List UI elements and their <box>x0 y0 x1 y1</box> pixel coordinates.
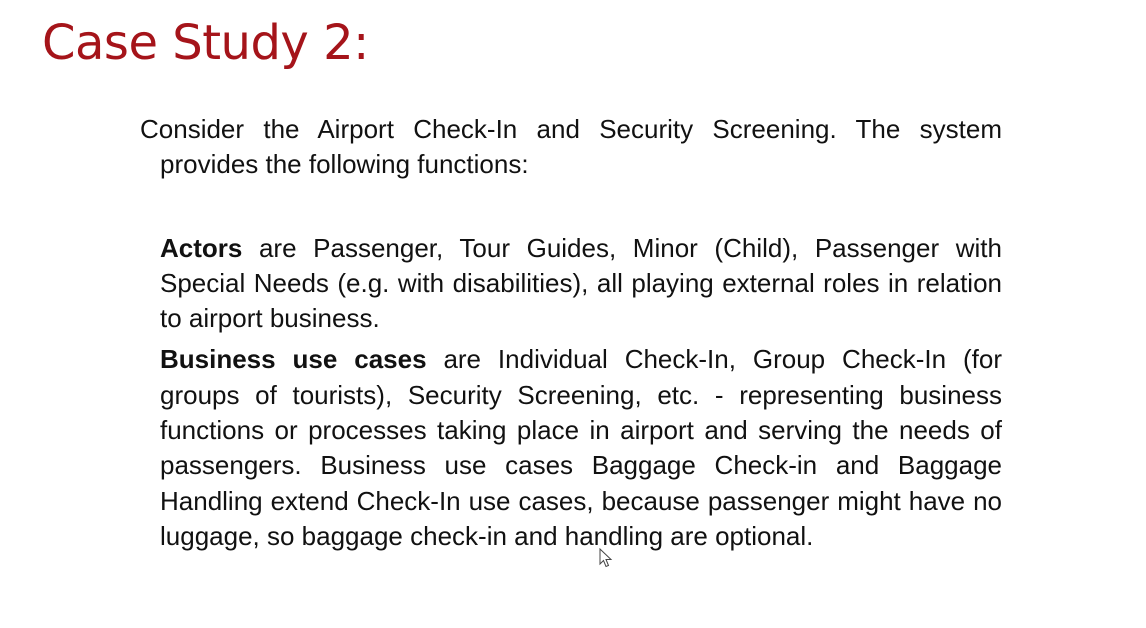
business-use-cases-text: are Individual Check-In, Group Check-In (for groups of tourists), Security Screening, etc. - representing business functions or processes taking place in airport and serving the needs of passengers. Business use cases Baggage Check-in and Baggage Handling extend Check-In use cases, because passenger might have no luggage, so baggage check-in and handling are optional. <box>160 344 1002 551</box>
business-use-cases-paragraph <box>160 342 1002 554</box>
intro-paragraph: Consider the Airport Check-In and Security Screening. The system provides the following functions: <box>140 114 1002 180</box>
case-study-body <box>140 112 1002 554</box>
slide-title: Case Study 2: <box>42 15 369 71</box>
business-use-cases-term: Business use cases <box>160 344 427 375</box>
actors-term: Actors <box>160 232 243 263</box>
mouse-pointer-icon <box>599 548 613 568</box>
actors-paragraph <box>160 231 1002 337</box>
actors-text: are Passenger, Tour Guides, Minor (Child), Passenger with Special Needs (e.g. with disabilities), all playing external roles in relation to airport business. <box>160 232 1002 334</box>
